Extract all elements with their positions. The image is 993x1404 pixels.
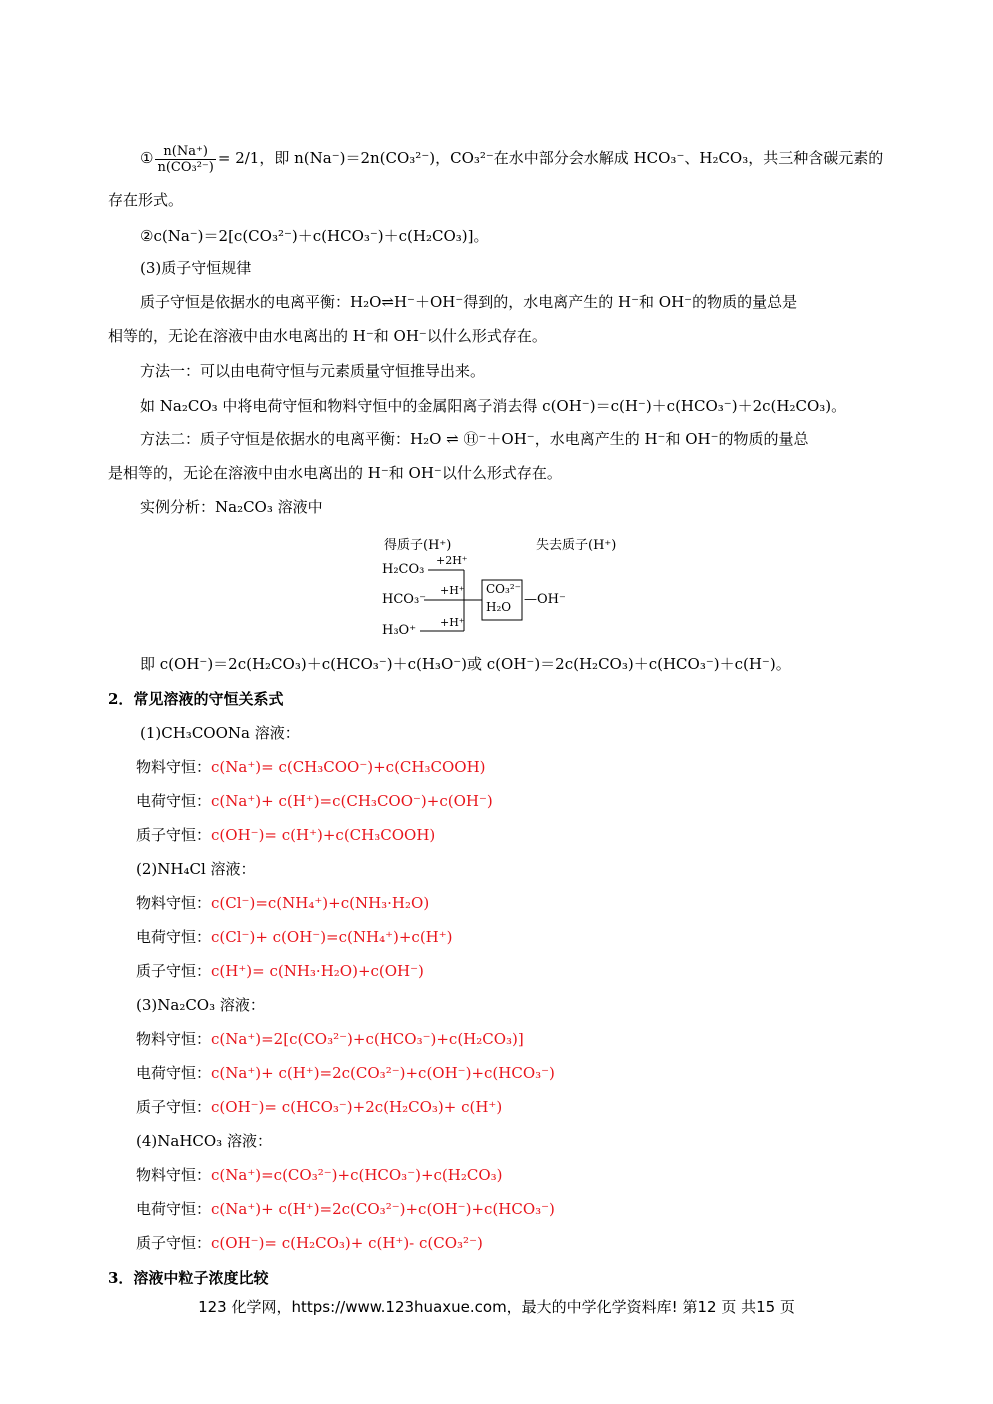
solution-row: 电荷守恒：c(Na⁺)+ c(H⁺)=2c(CO₃²⁻)+c(OH⁻)+c(HCO₃⁻) xyxy=(136,1200,555,1218)
solution-row: 电荷守恒：c(Cl⁻)+ c(OH⁻)=c(NH₄⁺)+c(H⁺) xyxy=(136,928,453,946)
solution-row: 物料守恒：c(Na⁺)=c(CO₃²⁻)+c(HCO₃⁻)+c(H₂CO₃) xyxy=(136,1166,503,1184)
solution-title: (1)CH₃COONa 溶液： xyxy=(140,724,300,742)
solution-row: 物料守恒：c(Cl⁻)=c(NH₄⁺)+c(NH₃·H₂O) xyxy=(136,894,430,912)
solution-row: 电荷守恒：c(Na⁺)+ c(H⁺)=2c(CO₃²⁻)+c(OH⁻)+c(HCO₃⁻) xyxy=(136,1064,555,1082)
solution-title: (3)Na₂CO₃ 溶液： xyxy=(136,996,265,1014)
solution-row: 电荷守恒：c(Na⁺)+ c(H⁺)=c(CH₃COO⁻)+c(OH⁻) xyxy=(136,792,493,810)
solution-row: 物料守恒：c(Na⁺)= c(CH₃COO⁻)+c(CH₃COOH) xyxy=(136,758,486,776)
material-conservation-formula: ②c(Na⁻)＝2[c(CO₃²⁻)＋c(HCO₃⁻)＋c(H₂CO₃)]。 xyxy=(140,227,489,245)
lose-proton-label: 失去质子(H⁺) xyxy=(536,538,617,553)
arrow-label-h-1: +H⁺ xyxy=(440,584,465,597)
box-h2o: H₂O xyxy=(486,600,512,614)
proton-paragraph-line-1: 质子守恒是依据水的电离平衡：H₂O⇌H⁻＋OH⁻得到的，水电离产生的 H⁻和 OH⁻的物质的量总是 xyxy=(140,293,798,311)
proton-paragraph-line-2: 相等的，无论在溶液中由水电离出的 H⁻和 OH⁻以什么形式存在。 xyxy=(108,327,547,345)
na2co3-derivation: 如 Na₂CO₃ 中将电荷守恒和物料守恒中的金属阳离子消去得 c(OH⁻)＝c(H⁻)＋c(HCO₃⁻)＋2c(H₂CO₃)。 xyxy=(140,397,847,415)
proton-conservation-heading: (3)质子守恒规律 xyxy=(140,259,252,277)
solution-row: 质子守恒：c(OH⁻)= c(H⁺)+c(CH₃COOH) xyxy=(136,826,436,844)
solution-row: 物料守恒：c(Na⁺)=2[c(CO₃²⁻)+c(HCO₃⁻)+c(H₂CO₃)] xyxy=(136,1030,524,1048)
section-3-title: 3．溶液中粒子浓度比较 xyxy=(108,1269,269,1287)
section-2-title: 2．常见溶液的守恒关系式 xyxy=(108,690,284,708)
gain-proton-label: 得质子(H⁺) xyxy=(384,538,452,553)
example-heading: 实例分析：Na₂CO₃ 溶液中 xyxy=(140,498,323,516)
ratio-value: = 2/1 xyxy=(217,149,260,167)
solution-row: 质子守恒：c(H⁺)= c(NH₃·H₂O)+c(OH⁻) xyxy=(136,962,424,980)
proton-diagram xyxy=(380,530,650,640)
na-ratio-line xyxy=(140,140,883,176)
method-one: 方法一：可以由电荷守恒与元素质量守恒推导出来。 xyxy=(140,362,486,380)
ratio-text: ，即 n(Na⁻)＝2n(CO₃²⁻)，CO₃²⁻在水中部分会水解成 HCO₃⁻、H₂CO₃，共三种含碳元素的 xyxy=(259,149,884,167)
oh-label: —OH⁻ xyxy=(524,592,566,607)
solution-row: 质子守恒：c(OH⁻)= c(HCO₃⁻)+2c(H₂CO₃)+ c(H⁺) xyxy=(136,1098,503,1116)
result-line: 即 c(OH⁻)＝2c(H₂CO₃)＋c(HCO₃⁻)＋c(H₃O⁻)或 c(OH⁻)＝2c(H₂CO₃)＋c(HCO₃⁻)＋c(H⁻)。 xyxy=(140,655,791,673)
arrow-label-h-2: +H⁺ xyxy=(440,616,465,629)
h3o-label: H₃O⁺ xyxy=(382,623,417,638)
method-two-line-2: 是相等的，无论在溶液中由水电离出的 H⁻和 OH⁻以什么形式存在。 xyxy=(108,464,562,482)
circled-one: ① xyxy=(140,149,154,167)
ratio-fraction: $\frac{n(Na^+)}{\text{n(CO₃²⁻)}}$ xyxy=(157,143,214,175)
method-two-line-1: 方法二：质子守恒是依据水的电离平衡：H₂O ⇌ Ⓗ⁻＋OH⁻，水电离产生的 H⁻和 OH⁻的物质的量总 xyxy=(140,430,809,448)
arrow-label-2h: +2H⁺ xyxy=(436,554,468,567)
na-ratio-line-2: 存在形式。 xyxy=(108,191,184,209)
h2co3-label: H₂CO₃ xyxy=(382,562,425,577)
solution-title: (2)NH₄Cl 溶液： xyxy=(136,860,256,878)
hco3-label: HCO₃⁻ xyxy=(382,592,427,607)
box-co3: CO₃²⁻ xyxy=(486,582,521,596)
page-footer: 123 化学网，https://www.123huaxue.com，最大的中学化学资料库! 第12 页 共15 页 xyxy=(198,1298,795,1316)
solution-row: 质子守恒：c(OH⁻)= c(H₂CO₃)+ c(H⁺)- c(CO₃²⁻) xyxy=(136,1234,483,1252)
solution-title: (4)NaHCO₃ 溶液： xyxy=(136,1132,272,1150)
